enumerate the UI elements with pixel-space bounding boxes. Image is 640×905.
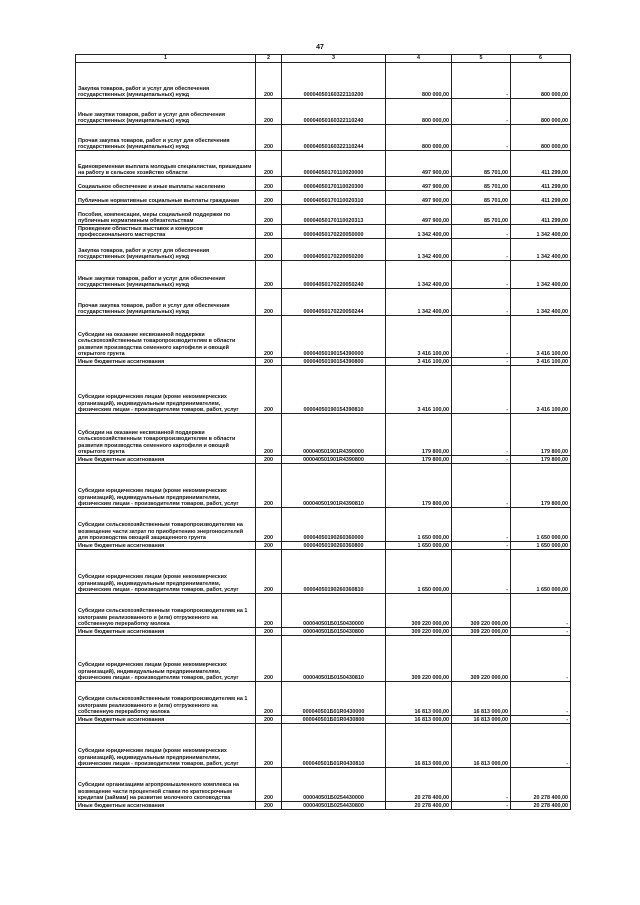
table-row	[76, 191, 571, 205]
header-col-1: 1	[76, 55, 256, 63]
row-value-6: 411 299,00	[511, 151, 571, 177]
row-value-4: 800 000,00	[386, 125, 452, 151]
budget-table	[75, 54, 571, 810]
table-row	[76, 716, 571, 724]
row-value-4: 800 000,00	[386, 63, 452, 99]
row-value-4: 1 650 000,00	[386, 508, 452, 542]
header-col-3: 3	[282, 55, 386, 63]
row-value-4: 3 416 100,00	[386, 358, 452, 366]
row-value-4: 179 800,00	[386, 414, 452, 456]
table-row	[76, 261, 571, 289]
row-code: 200	[256, 125, 282, 151]
row-kbk: 000040501901R4390810	[282, 464, 386, 508]
row-code: 200	[256, 239, 282, 261]
row-value-4: 497 900,00	[386, 177, 452, 191]
row-kbk: 000040501Б01R0430800	[282, 716, 386, 724]
row-value-6: 1 342 400,00	[511, 225, 571, 239]
row-kbk: 00004050190154390810	[282, 366, 386, 414]
row-name: Субсидии юридическим лицам (кроме некоммерческих организаций), индивидуальным предпринимателям, физическим лицам - производителям товаров, работ, услуг	[76, 636, 256, 682]
row-value-6: 1 342 400,00	[511, 261, 571, 289]
row-value-4: 309 220 000,00	[386, 628, 452, 636]
row-value-4: 1 650 000,00	[386, 542, 452, 550]
row-value-5: 85 701,00	[452, 151, 511, 177]
row-name: Иные бюджетные ассигнования	[76, 802, 256, 810]
table-row	[76, 628, 571, 636]
row-kbk: 000040501Б0254430800	[282, 802, 386, 810]
row-code: 200	[256, 768, 282, 802]
header-col-2: 2	[256, 55, 282, 63]
table-row	[76, 456, 571, 464]
row-name: Субсидии юридическим лицам (кроме некоммерческих организаций), индивидуальным предпринимателям, физическим лицам - производителям товаров, работ, услуг	[76, 464, 256, 508]
row-value-5: -	[452, 289, 511, 316]
header-col-4: 4	[386, 55, 452, 63]
row-value-4: 309 220 000,00	[386, 636, 452, 682]
row-value-6: -	[511, 628, 571, 636]
table-row	[76, 205, 571, 225]
table-header-row	[76, 55, 571, 63]
row-value-5: 309 220 000,00	[452, 628, 511, 636]
row-name: Проведение областных выставок и конкурсов профессионального мастерства	[76, 225, 256, 239]
row-code: 200	[256, 366, 282, 414]
row-value-6: 179 800,00	[511, 464, 571, 508]
row-name: Социальное обеспечение и иные выплаты населению	[76, 177, 256, 191]
row-kbk: 00004050170110020300	[282, 177, 386, 191]
row-value-6: -	[511, 594, 571, 628]
row-code: 200	[256, 414, 282, 456]
table-row	[76, 508, 571, 542]
row-value-6: 800 000,00	[511, 125, 571, 151]
row-name: Иные закупки товаров, работ и услуг для обеспечения государственных (муниципальных) нужд	[76, 261, 256, 289]
row-value-6: 179 800,00	[511, 414, 571, 456]
row-value-5: -	[452, 508, 511, 542]
row-kbk: 00004050160322110200	[282, 63, 386, 99]
row-value-5: -	[452, 239, 511, 261]
row-kbk: 00004050190260360810	[282, 550, 386, 594]
row-name: Публичные нормативные социальные выплаты гражданам	[76, 191, 256, 205]
row-value-6: -	[511, 724, 571, 768]
row-value-4: 800 000,00	[386, 99, 452, 125]
row-kbk: 00004050190154390800	[282, 358, 386, 366]
row-name: Иные закупки товаров, работ и услуг для обеспечения государственных (муниципальных) нужд	[76, 99, 256, 125]
table-row	[76, 366, 571, 414]
row-value-4: 497 900,00	[386, 151, 452, 177]
row-value-5: -	[452, 316, 511, 358]
table-row	[76, 682, 571, 716]
row-code: 200	[256, 225, 282, 239]
row-code: 200	[256, 594, 282, 628]
row-kbk: 00004050170220050000	[282, 225, 386, 239]
row-code: 200	[256, 99, 282, 125]
table-body	[76, 63, 571, 810]
table-row	[76, 542, 571, 550]
row-name: Единовременная выплата молодым специалистам, пришедшим на работу в сельское хозяйство области	[76, 151, 256, 177]
row-value-5: -	[452, 802, 511, 810]
row-name: Иные бюджетные ассигнования	[76, 456, 256, 464]
row-value-6: 411 299,00	[511, 177, 571, 191]
row-value-4: 20 278 400,00	[386, 802, 452, 810]
row-code: 200	[256, 261, 282, 289]
row-code: 200	[256, 628, 282, 636]
row-code: 200	[256, 636, 282, 682]
row-value-6: 1 342 400,00	[511, 239, 571, 261]
row-name: Прочая закупка товаров, работ и услуг для обеспечения государственных (муниципальных) нужд	[76, 289, 256, 316]
row-value-5: -	[452, 456, 511, 464]
row-kbk: 00004050190260360000	[282, 508, 386, 542]
row-value-4: 16 813 000,00	[386, 716, 452, 724]
page-number: 47	[316, 44, 324, 51]
row-name: Субсидии юридическим лицам (кроме некоммерческих организаций), индивидуальным предпринимателям, физическим лицам - производителям товаров, работ, услуг	[76, 366, 256, 414]
row-value-6: 800 000,00	[511, 63, 571, 99]
table-row	[76, 289, 571, 316]
table-row	[76, 125, 571, 151]
row-code: 200	[256, 682, 282, 716]
row-value-5: -	[452, 414, 511, 456]
row-value-6: 20 278 400,00	[511, 768, 571, 802]
row-code: 200	[256, 456, 282, 464]
row-value-5: -	[452, 63, 511, 99]
row-name: Субсидии на оказание несвязанной поддержки сельскохозяйственным товаропроизводителям в области развития производства семенного картофеля и овощей открытого грунта	[76, 414, 256, 456]
row-name: Субсидии юридическим лицам (кроме некоммерческих организаций), индивидуальным предпринимателям, физическим лицам - производителям товаров, работ, услуг	[76, 550, 256, 594]
table-row	[76, 802, 571, 810]
row-value-6: 1 650 000,00	[511, 508, 571, 542]
row-kbk: 00004050160322110240	[282, 99, 386, 125]
row-kbk: 000040501Б0150430810	[282, 636, 386, 682]
row-name: Пособия, компенсации, меры социальной поддержки по публичным нормативным обязательствам	[76, 205, 256, 225]
row-name: Иные бюджетные ассигнования	[76, 542, 256, 550]
row-value-6: 411 299,00	[511, 191, 571, 205]
table-row	[76, 99, 571, 125]
row-value-4: 1 650 000,00	[386, 550, 452, 594]
row-name: Субсидии сельскохозяйственным товаропроизводителям на 1 килограмм реализованного и (или) отгруженного на собственную переработку молока	[76, 682, 256, 716]
row-value-6: 800 000,00	[511, 99, 571, 125]
table-row	[76, 768, 571, 802]
row-value-6: -	[511, 682, 571, 716]
row-value-5: -	[452, 768, 511, 802]
row-kbk: 000040501Б01R0430810	[282, 724, 386, 768]
row-value-5: -	[452, 225, 511, 239]
row-value-5: 85 701,00	[452, 205, 511, 225]
row-value-4: 3 416 100,00	[386, 366, 452, 414]
row-code: 200	[256, 508, 282, 542]
row-value-5: 85 701,00	[452, 191, 511, 205]
row-kbk: 000040501901R4390000	[282, 414, 386, 456]
row-name: Субсидии сельскохозяйственным товаропроизводителям на 1 килограмм реализованного и (или) отгруженного на собственную переработку молока	[76, 594, 256, 628]
row-value-5: -	[452, 550, 511, 594]
table-row	[76, 316, 571, 358]
row-value-4: 1 342 400,00	[386, 225, 452, 239]
header-col-5: 5	[452, 55, 511, 63]
row-kbk: 00004050190260360800	[282, 542, 386, 550]
row-value-6: 3 416 100,00	[511, 316, 571, 358]
row-value-6: 3 416 100,00	[511, 358, 571, 366]
row-code: 200	[256, 550, 282, 594]
row-code: 200	[256, 191, 282, 205]
row-kbk: 00004050170110020310	[282, 191, 386, 205]
row-kbk: 00004050170110020000	[282, 151, 386, 177]
row-value-6: 411 299,00	[511, 205, 571, 225]
row-code: 200	[256, 542, 282, 550]
row-kbk: 00004050190154390000	[282, 316, 386, 358]
row-name: Закупка товаров, работ и услуг для обеспечения государственных (муниципальных) нужд	[76, 63, 256, 99]
row-value-6: 1 650 000,00	[511, 550, 571, 594]
table-row	[76, 239, 571, 261]
row-code: 200	[256, 205, 282, 225]
row-value-4: 179 800,00	[386, 456, 452, 464]
row-value-5: -	[452, 125, 511, 151]
row-value-4: 20 278 400,00	[386, 768, 452, 802]
row-value-4: 497 900,00	[386, 205, 452, 225]
row-value-4: 1 342 400,00	[386, 289, 452, 316]
row-kbk: 000040501Б01R0430000	[282, 682, 386, 716]
row-value-6: 1 342 400,00	[511, 289, 571, 316]
row-value-6: 3 416 100,00	[511, 366, 571, 414]
row-name: Иные бюджетные ассигнования	[76, 716, 256, 724]
row-name: Субсидии на оказание несвязанной поддержки сельскохозяйственным товаропроизводителям в области развития производства семенного картофеля и овощей открытого грунта	[76, 316, 256, 358]
table-row	[76, 151, 571, 177]
row-name: Субсидии сельскохозяйственным товаропроизводителям на возмещение части затрат по приобретению энергоносителей для производства овощей защищенного грунта	[76, 508, 256, 542]
table-row	[76, 594, 571, 628]
row-value-6: 179 800,00	[511, 456, 571, 464]
row-value-5: 16 813 000,00	[452, 716, 511, 724]
row-code: 200	[256, 177, 282, 191]
row-value-4: 3 416 100,00	[386, 316, 452, 358]
table-row	[76, 636, 571, 682]
row-kbk: 000040501Б0254430000	[282, 768, 386, 802]
row-value-4: 16 813 000,00	[386, 682, 452, 716]
table-row	[76, 550, 571, 594]
row-name: Закупка товаров, работ и услуг для обеспечения государственных (муниципальных) нужд	[76, 239, 256, 261]
row-code: 200	[256, 716, 282, 724]
table-row	[76, 464, 571, 508]
row-code: 200	[256, 151, 282, 177]
row-value-5: 16 813 000,00	[452, 724, 511, 768]
row-value-5: -	[452, 261, 511, 289]
row-code: 200	[256, 802, 282, 810]
row-code: 200	[256, 464, 282, 508]
row-value-5: 16 813 000,00	[452, 682, 511, 716]
table-row	[76, 724, 571, 768]
row-value-5: -	[452, 366, 511, 414]
row-kbk: 000040501Б0150430800	[282, 628, 386, 636]
row-kbk: 00004050170110020313	[282, 205, 386, 225]
row-code: 200	[256, 63, 282, 99]
row-value-5: -	[452, 542, 511, 550]
row-name: Субсидии организациям агропромышленного комплекса на возмещение части процентной ставки по краткосрочным кредитам (займам) на развитие молочного скотоводства	[76, 768, 256, 802]
table-row	[76, 63, 571, 99]
row-code: 200	[256, 724, 282, 768]
row-value-5: 309 220 000,00	[452, 636, 511, 682]
row-value-6: -	[511, 636, 571, 682]
row-value-4: 16 813 000,00	[386, 724, 452, 768]
row-value-5: 309 220 000,00	[452, 594, 511, 628]
row-kbk: 00004050170220050244	[282, 289, 386, 316]
row-name: Субсидии юридическим лицам (кроме некоммерческих организаций), индивидуальным предпринимателям, физическим лицам - производителям товаров, работ, услуг	[76, 724, 256, 768]
row-kbk: 00004050170220050200	[282, 239, 386, 261]
row-value-5: -	[452, 99, 511, 125]
row-value-5: -	[452, 464, 511, 508]
row-code: 200	[256, 358, 282, 366]
row-value-6: 20 278 400,00	[511, 802, 571, 810]
row-name: Прочая закупка товаров, работ и услуг для обеспечения государственных (муниципальных) нужд	[76, 125, 256, 151]
table-row	[76, 414, 571, 456]
table-row	[76, 358, 571, 366]
table-row	[76, 177, 571, 191]
row-value-6: 1 650 000,00	[511, 542, 571, 550]
row-kbk: 00004050160322110244	[282, 125, 386, 151]
row-value-4: 497 900,00	[386, 191, 452, 205]
row-code: 200	[256, 316, 282, 358]
row-value-5: -	[452, 358, 511, 366]
row-value-4: 1 342 400,00	[386, 239, 452, 261]
row-value-4: 309 220 000,00	[386, 594, 452, 628]
row-code: 200	[256, 289, 282, 316]
row-kbk: 000040501901R4390800	[282, 456, 386, 464]
row-value-6: -	[511, 716, 571, 724]
row-value-5: 85 701,00	[452, 177, 511, 191]
row-name: Иные бюджетные ассигнования	[76, 628, 256, 636]
row-value-4: 1 342 400,00	[386, 261, 452, 289]
row-value-4: 179 800,00	[386, 464, 452, 508]
row-kbk: 00004050170220050240	[282, 261, 386, 289]
header-col-6: 6	[511, 55, 571, 63]
table-row	[76, 225, 571, 239]
row-kbk: 000040501Б0150430000	[282, 594, 386, 628]
row-name: Иные бюджетные ассигнования	[76, 358, 256, 366]
